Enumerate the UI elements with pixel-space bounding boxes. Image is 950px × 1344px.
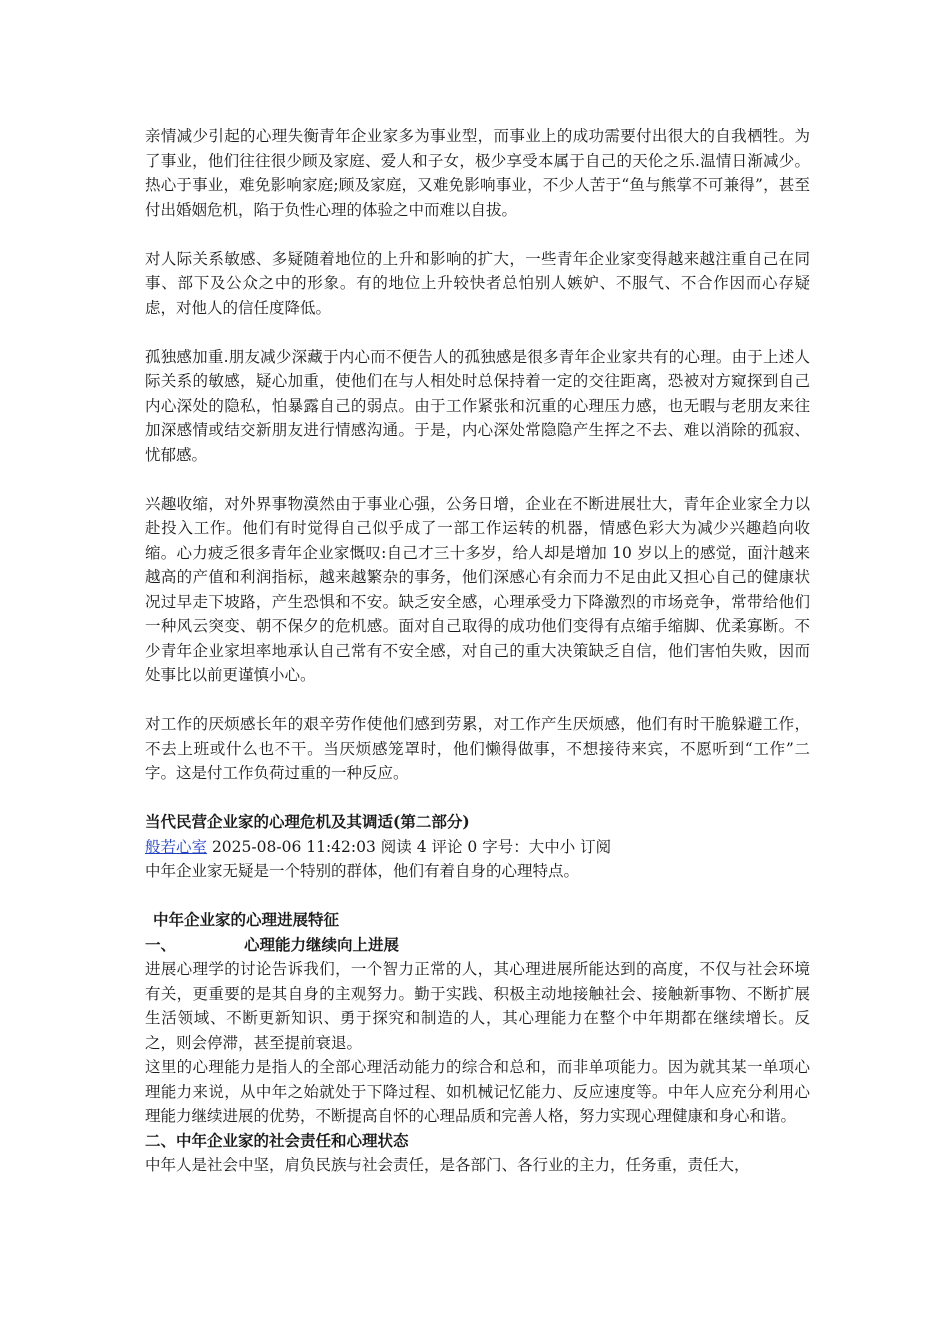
article-title: 当代民营企业家的心理危机及其调适(第二部分) (145, 812, 470, 831)
paragraph-interest-shrinking: 兴趣收缩，对外界事物漠然由于事业心强，公务日增，企业在不断进展壮大，青年企业家全力以赴投入工作。他们有时觉得自己似乎成了一部工作运转的机器，情感色彩大为减少兴趣趋向收缩。心力疲乏很多青年企业家慨叹:自己才三十多岁，给人却是增加 10 岁以上的感觉，面汁越来越高的产值和利润指标，越来越繁杂的事务，他们深感心有余而力不足由此又担心自己的健康状况过早走下坡路，产生恐惧和不安。缺乏安全感，心理承受力下降激烈的市场竞争，常带给他们一种风云突变、朝不保夕的危机感。面对自己取得的成功他们变得有点缩手缩脚、优柔寡断。不少青年企业家坦率地承认自己常有不安全感，对自己的重大决策缺乏自信，他们害怕失败，因而处事比以前更谨慎小心。 (145, 494, 810, 684)
paragraph-family-imbalance: 亲情减少引起的心理失衡青年企业家多为事业型，而事业上的成功需要付出很大的自我栖牲。为了事业，他们往往很少顾及家庭、爱人和子女，极少享受本属于自己的天伦之乐.温情日渐减少。热心于事业，难免影响家庭;顾及家庭，又难免影响事业，不少人苦于“鱼与熊掌不可兼得”，甚至付出婚姻危机，陷于负性心理的体验之中而难以自拔。 (145, 127, 810, 219)
article-meta-text: 2025-08-06 11:42:03 阅读 4 评论 0 字号：大中小 订阅 (207, 837, 612, 856)
subsection2-title: 二、中年企业家的社会责任和心理状态 (145, 1130, 409, 1150)
paragraph-loneliness: 孤独感加重.朋友减少深藏于内心而不便告人的孤独感是很多青年企业家共有的心理。由于上述人际关系的敏感，疑心加重，使他们在与人相处时总保持着一定的交往距离，恐被对方窥探到自己内心深处的隐私，怕暴露自己的弱点。由于工作紧张和沉重的心理压力感，也无暇与老朋友来往加深感情或结交新朋友进行情感沟通。于是，内心深处常隐隐产生挥之不去、难以消除的孤寂、忧郁感。 (145, 347, 810, 464)
blank-line (145, 884, 810, 909)
subsection2-paragraph: 中年人是社会中坚，肩负民族与社会责任，是各部门、各行业的主力，任务重，责任大， (145, 1156, 750, 1174)
article-meta (145, 835, 810, 860)
document-page (145, 124, 810, 1178)
subsection1-paragraph-2: 这里的心理能力是指人的全部心理活动能力的综合和总和，而非单项能力。因为就其某一单项心理能力来说，从中年之始就处于下降过程、如机械记忆能力、反应速度等。中年人应充分利用心理能力继续进展的优势，不断提高自怀的心理品质和完善人格，努力实现心理健康和身心和谐。 (145, 1058, 810, 1125)
subsection1-paragraph-1: 进展心理学的讨论告诉我们，一个智力正常的人，其心理进展所能达到的高度，不仅与社会环境有关，更重要的是其自身的主观努力。勤于实践、积极主动地接触社会、接触新事物、不断扩展生活领域、不断更新知识、勇于探究和制造的人，其心理能力在整个中年期都在继续增长。反之，则会停滞，甚至提前衰退。 (145, 960, 810, 1052)
paragraph-interpersonal-sensitivity: 对人际关系敏感、多疑随着地位的上升和影响的扩大，一些青年企业家变得越来越注重自己在同事、部下及公众之中的形象。有的地位上升较快者总怕别人嫉妒、不服气、不合作因而心存疑虑，对他人的信任度降低。 (145, 249, 810, 317)
author-link[interactable]: 般若心室 (145, 837, 208, 856)
subsection1-heading (145, 933, 810, 958)
article-intro: 中年企业家无疑是一个特别的群体，他们有着自身的心理特点。 (145, 862, 580, 880)
subsection1-title: 心理能力继续向上进展 (244, 934, 400, 954)
paragraph-work-weariness: 对工作的厌烦感长年的艰辛劳作使他们感到劳累，对工作产生厌烦感，他们有时干脆躲避工作，不去上班或什么也不干。当厌烦感笼罩时，他们懒得做事，不想接待来宾，不愿听到“工作”二字。这是付工作负荷过重的一种反应。 (145, 715, 810, 782)
section-title: 中年企业家的心理进展特征 (153, 910, 340, 929)
subsection1-number: 一、 (145, 934, 177, 954)
